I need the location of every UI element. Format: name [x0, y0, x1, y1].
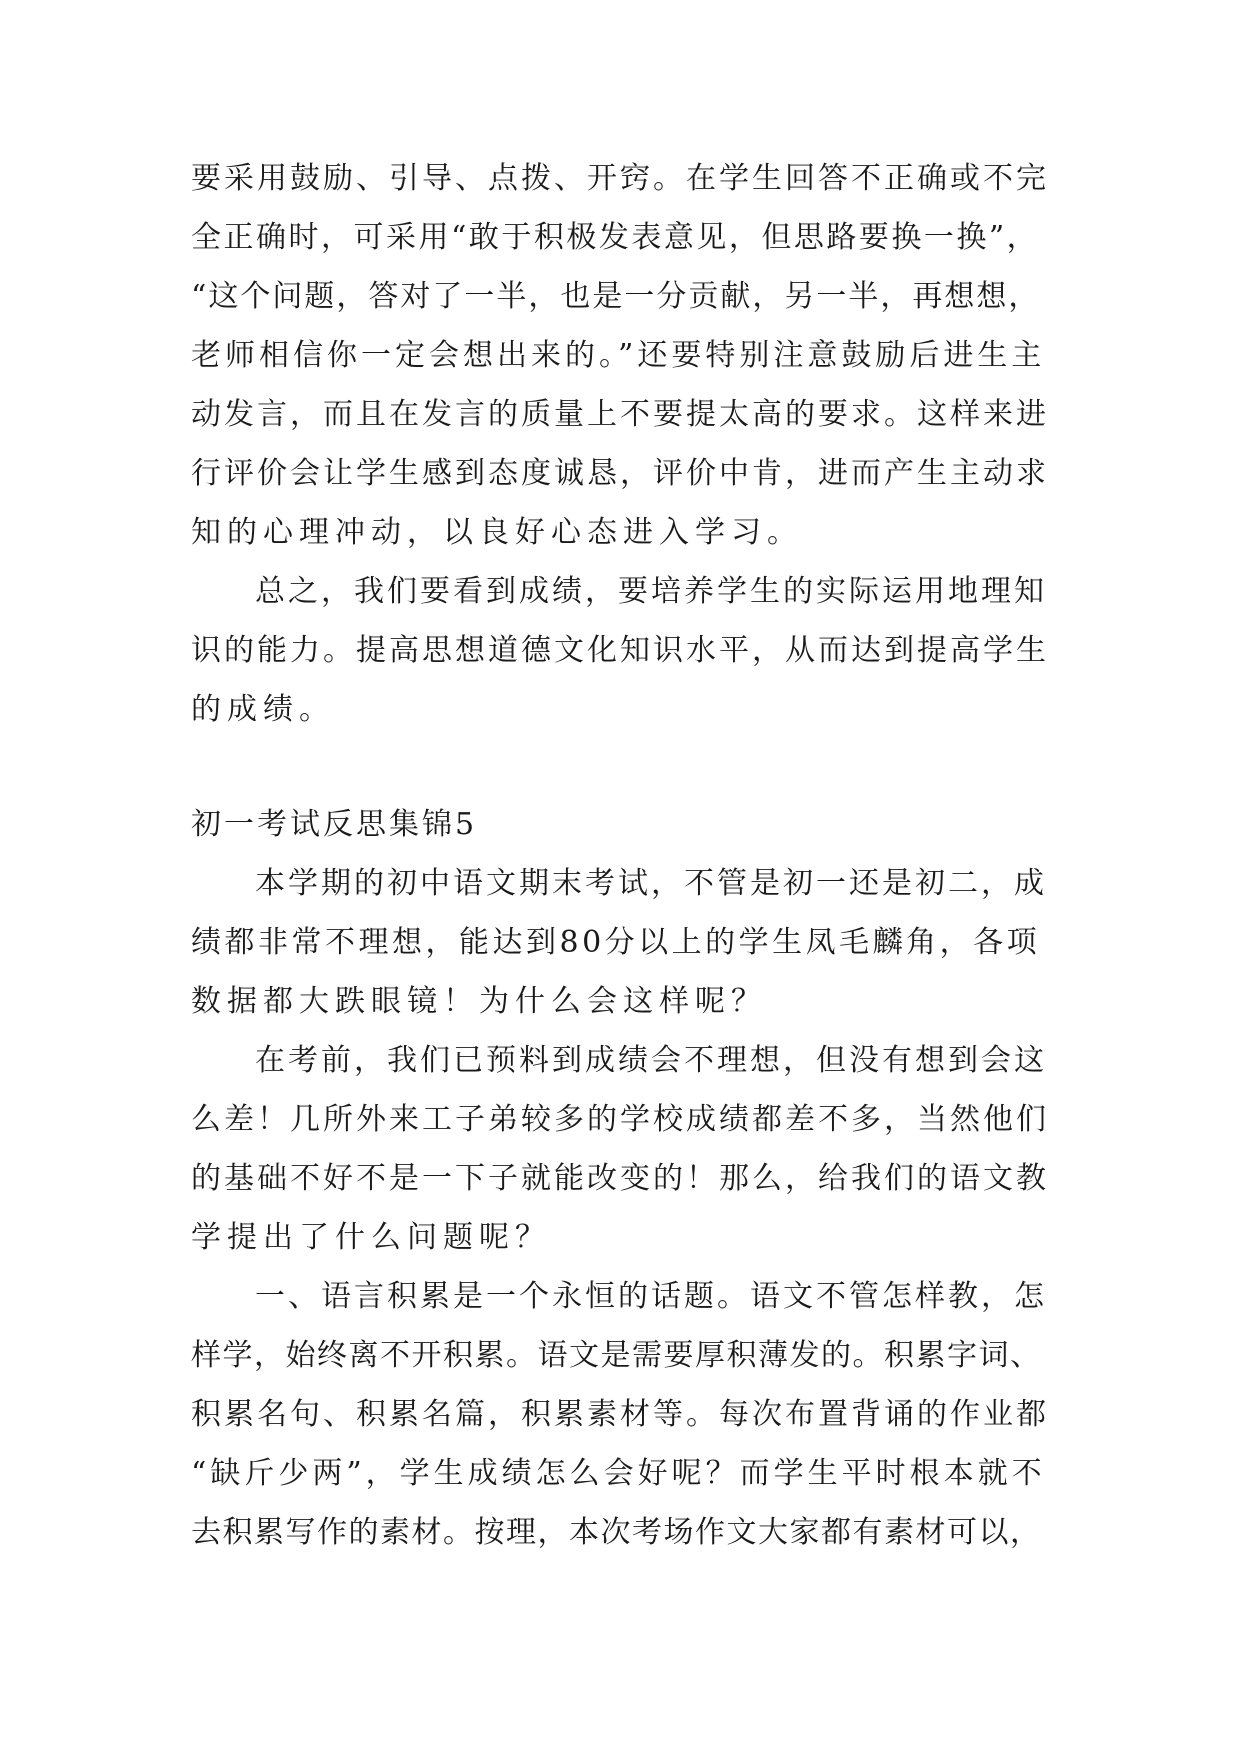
- paragraph-line: 在考前，我们已预料到成绩会不理想，但没有想到会这: [255, 1043, 1047, 1078]
- paragraph-line: 积累名句、积累名篇，积累素材等。每次布置背诵的作业都: [191, 1397, 1049, 1432]
- paragraph-line: 样学，始终离不开积累。语文是需要厚积薄发的。积累字词、: [191, 1338, 1042, 1373]
- paragraph-line: 么差！几所外来工子弟较多的学校成绩都差不多，当然他们: [191, 1102, 1049, 1137]
- paragraph-line: 学提出了什么问题呢？: [191, 1220, 551, 1255]
- paragraph-line: 的成绩。: [191, 692, 335, 727]
- paragraph-line: 全正确时，可采用“敢于积极发表意见，但思路要换一换”，: [191, 220, 1040, 255]
- paragraph-line: 行评价会让学生感到态度诚恳，评价中肯，进而产生主动求: [191, 456, 1049, 491]
- paragraph-line: 去积累写作的素材。按理，本次考场作文大家都有素材可以，: [191, 1515, 1042, 1550]
- paragraph-line: 知的心理冲动，以良好心态进入学习。: [191, 515, 803, 550]
- paragraph-line: “这个问题，答对了一半，也是一分贡献，另一半，再想想，: [191, 279, 1041, 314]
- paragraph-line: 要采用鼓励、引导、点拨、开窍。在学生回答不正确或不完: [191, 161, 1049, 196]
- paragraph-line: 动发言，而且在发言的质量上不要提太高的要求。这样来进: [191, 397, 1049, 432]
- paragraph-line: 本学期的初中语文期末考试，不管是初一还是初二，成: [255, 866, 1047, 901]
- paragraph-line: 识的能力。提高思想道德文化知识水平，从而达到提高学生: [191, 633, 1049, 668]
- paragraph-line: 绩都非常不理想，能达到80分以上的学生凤毛麟角，各项: [191, 925, 1041, 960]
- paragraph-line: 的基础不好不是一下子就能改变的！那么，给我们的语文教: [191, 1161, 1049, 1196]
- paragraph-line: 数据都大跌眼镜！为什么会这样呢？: [191, 984, 767, 1019]
- paragraph-line: “缺斤少两”，学生成绩怎么会好呢？而学生平时根本就不: [191, 1456, 1046, 1491]
- paragraph-line: 老师相信你一定会想出来的。”还要特别注意鼓励后进生主: [191, 338, 1046, 373]
- paragraph-line: 总之，我们要看到成绩，要培养学生的实际运用地理知: [255, 574, 1047, 609]
- paragraph-line: 一、语言积累是一个永恒的话题。语文不管怎样教，怎: [255, 1279, 1047, 1314]
- section-heading: 初一考试反思集锦5: [191, 807, 478, 842]
